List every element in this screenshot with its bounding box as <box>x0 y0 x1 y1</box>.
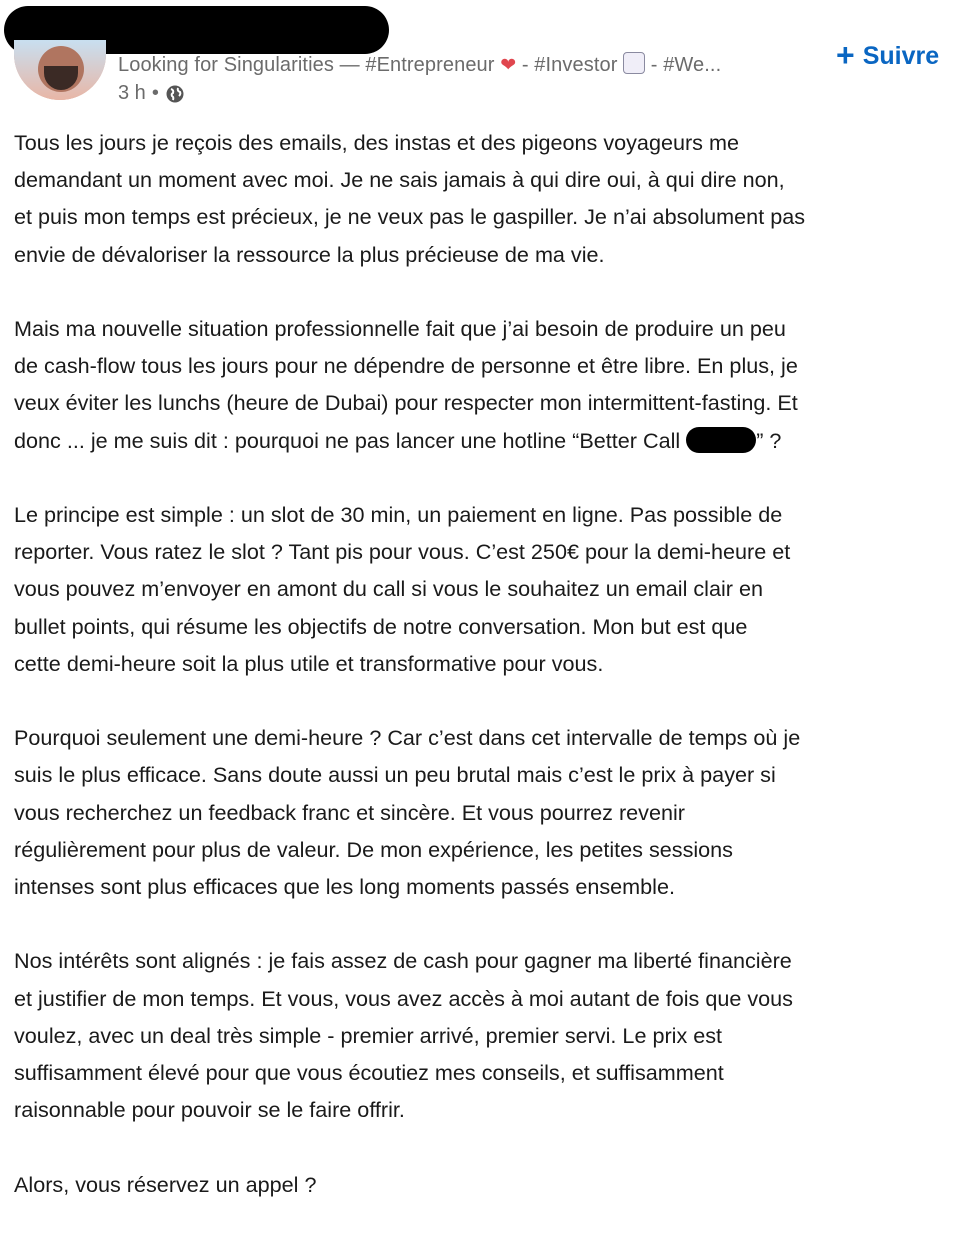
headline-suffix: - #We... <box>645 54 722 76</box>
plus-icon: + <box>836 37 855 73</box>
follow-label: Suivre <box>862 42 940 70</box>
post-paragraph-1: Tous les jours je reçois des emails, des instas et des pigeons voyageurs me demandant un moment avec moi. Je ne sais jamais à qui dire oui, à qui dire non, et puis mon temps est précieux, je ne veux pas le gaspiller. Je n’ai absolument pas envie de dévaloriser la ressource la plus précieuse de ma vie. <box>14 130 806 267</box>
follow-button[interactable] <box>836 37 940 73</box>
post-paragraph-4: Pourquoi seulement une demi-heure ? Car c’est dans cet intervalle de temps où je suis le plus efficace. Sans doute aussi un peu brutal mais c’est le prix à payer si vous recherchez un feedback franc et sincère. Et vous pourrez revenir régulièrement pour plus de valeur. De mon expérience, les petites sessions intenses sont plus efficaces que les long moments passés ensemble. <box>14 725 801 900</box>
post-paragraph-2 <box>14 310 974 459</box>
avatar[interactable] <box>14 40 106 100</box>
unicorn-icon <box>623 52 645 74</box>
post-meta <box>118 82 185 105</box>
post-time: 3 h <box>118 82 146 104</box>
headline-mid: - #Investor <box>516 54 624 76</box>
meta-separator: • <box>151 82 159 104</box>
heart-icon: ❤ <box>500 55 517 76</box>
author-headline[interactable] <box>118 52 721 77</box>
post-paragraph-2-text: Mais ma nouvelle situation professionnelle fait que j’ai besoin de produire un peu de cash-flow tous les jours pour ne dépendre de personne et être libre. En plus, je veux éviter les lunchs (heure de Dubai) pour respecter mon intermittent-fasting. Et donc ... je me suis dit : pourquoi ne pas lancer une hotline “Better Call <box>14 316 798 453</box>
headline-prefix: Looking for Singularities — #Entrepreneur <box>118 54 495 76</box>
globe-icon <box>165 84 185 104</box>
redacted-name-inline <box>686 427 756 453</box>
post-paragraph-6: Alors, vous réservez un appel ? <box>14 1171 317 1197</box>
post-paragraph-2-end: ” ? <box>756 427 782 453</box>
post-paragraph-3: Le principe est simple : un slot de 30 min, un paiement en ligne. Pas possible de reporter. Vous ratez le slot ? Tant pis pour vous. C’est 250€ pour la demi-heure et vous pouvez m’envoyer en amont du call si vous le souhaitez un email clair en bullet points, qui résume les objectifs de notre conversation. Mon but est que cette demi-heure soit la plus utile et transformative pour vous. <box>14 502 791 676</box>
post-paragraph-5: Nos intérêts sont alignés : je fais assez de cash pour gagner ma liberté financière et justifier de mon temps. Et vous, vous avez accès à moi autant de fois que vous voulez, avec un deal très simple - premier arrivé, premier servi. Le prix est suffisamment élevé pour que vous écoutiez mes conseils, et suffisamment raisonnable pour pouvoir se le faire offrir. <box>14 948 793 1123</box>
post-body <box>14 124 974 1240</box>
